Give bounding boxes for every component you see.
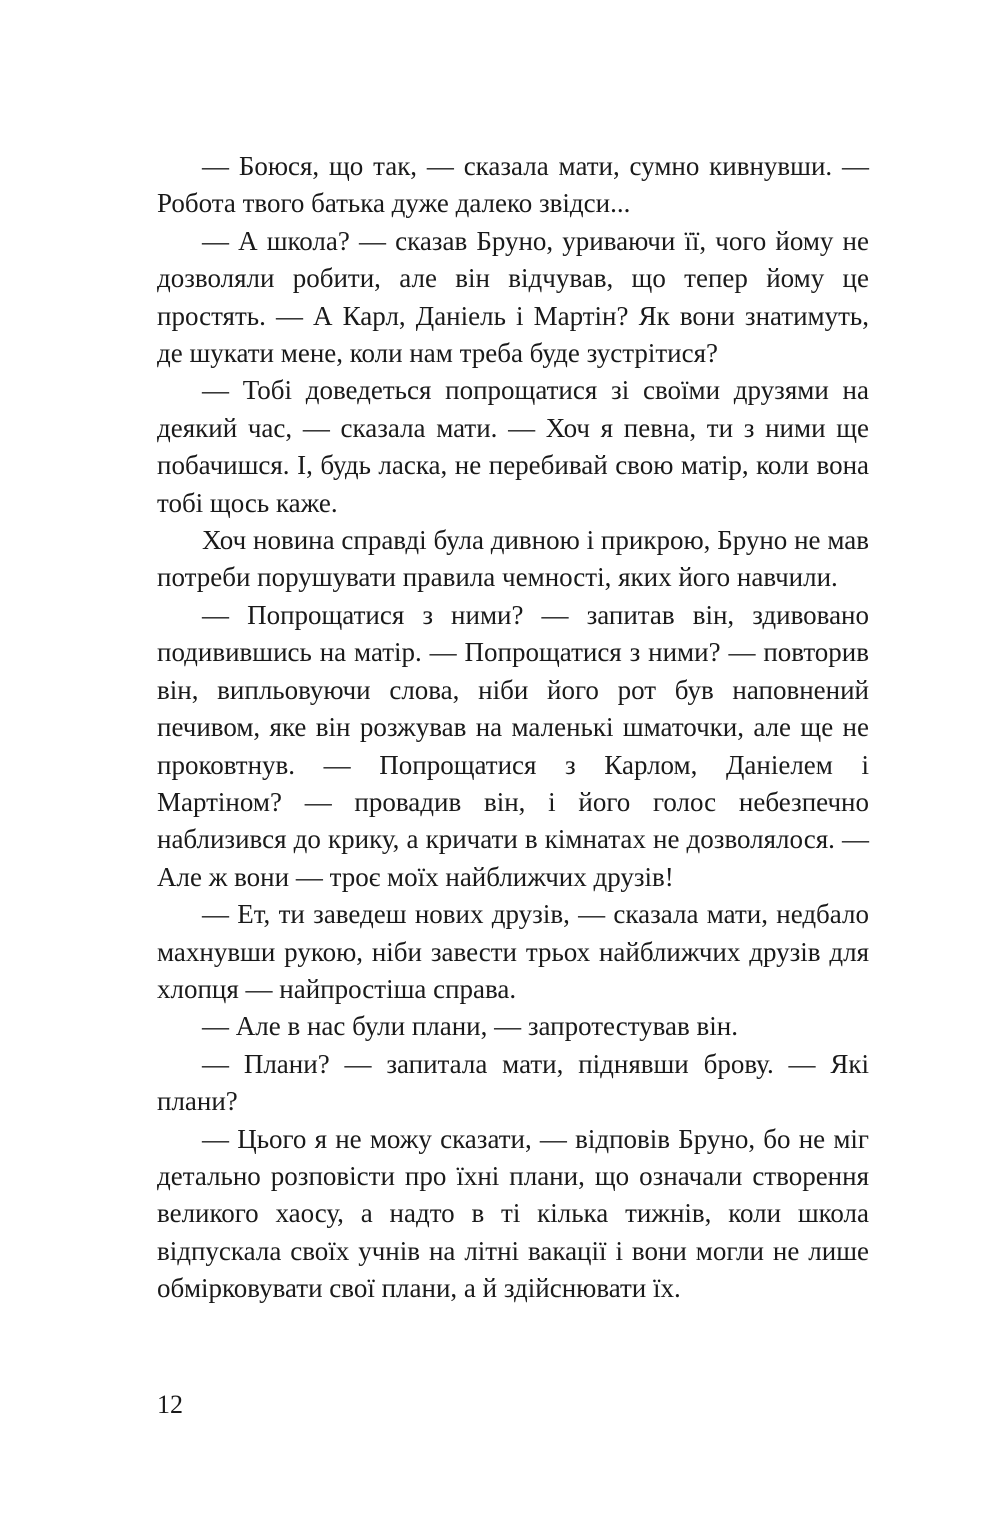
paragraph-8: — Плани? — запитала мати, піднявши брову. — Які плани? xyxy=(157,1048,869,1117)
paragraph-1: — Боюся, що так, — сказала мати, сумно кивнувши. — Робота твого батька дуже далеко звідси... xyxy=(157,151,869,219)
paragraph-9: — Цього я не можу сказати, — відповів Бруно, бо не міг детально розповісти про їхні плани, що означали створення великого хаосу, а надто в ті кілька тижнів, коли школа відпускала своїх учнів на літні вакації і вони могли не лише обмірковувати свої плани, а й здійснювати їх. xyxy=(157,1123,869,1304)
paragraph-3: — Тобі доведеться попрощатися зі своїми друзями на деякий час, — сказала мати. — Хоч я певна, ти з ними ще побачишся. І, будь ласка, не перебивай свою матір, коли вона тобі щось каже. xyxy=(157,375,869,518)
page-text xyxy=(157,148,869,1308)
paragraph-7: — Але в нас були плани, — запротестував він. xyxy=(202,1011,738,1042)
paragraph-6: — Ет, ти заведеш нових друзів, — сказала мати, недбало махнувши рукою, ніби завести трьох найближчих друзів для хлопця — найпростіша справа. xyxy=(157,899,869,1004)
paragraph-2: — А школа? — сказав Бруно, уриваючи її, чого йому не дозволяли робити, але він відчував, що тепер йому це простять. — А Карл, Даніель і Мартін? Як вони знатимуть, де шукати мене, коли нам треба буде зустрітися? xyxy=(157,225,869,369)
paragraph-4: Хоч новина справді була дивною і прикрою, Бруно не мав потреби порушувати правила чемності, яких його навчили. xyxy=(157,525,869,593)
page-number: 12 xyxy=(157,1390,183,1419)
paragraph-5: — Попрощатися з ними? — запитав він, здивовано подивившись на матір. — Попрощатися з ними? — повторив він, випльовуючи слова, ніби його рот був наповнений печивом, яке він розжував на маленькі шматочки, але ще не проковтнув. — Попрощатися з Карлом, Даніелем і Мартіном? — провадив він, і його голос небезпечно наблизився до крику, а кричати в кімнатах не дозволялося. — Але ж вони — троє моїх найближчих друзів! xyxy=(157,599,869,892)
